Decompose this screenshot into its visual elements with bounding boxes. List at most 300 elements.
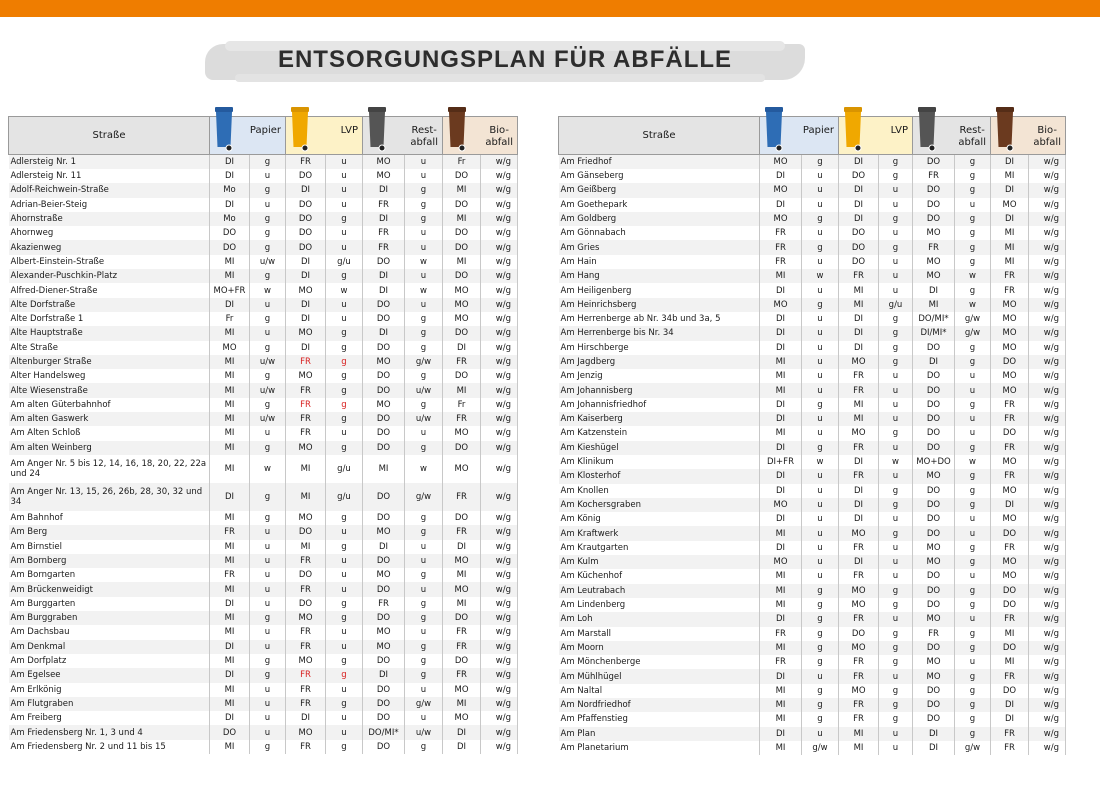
schedule-cell: DO (443, 240, 481, 254)
street-name-cell: Am Kaiserberg (559, 412, 760, 426)
schedule-cell: u/w (405, 412, 443, 426)
street-name-cell: Am Herrenberge ab Nr. 34b und 3a, 5 (559, 312, 760, 326)
street-name-cell: Am Mönchenberge (559, 655, 760, 669)
schedule-cell: DI (286, 183, 326, 197)
schedule-cell: g (326, 398, 363, 412)
schedule-cell: DO (363, 582, 405, 596)
street-name-cell: Am Klinikum (559, 455, 760, 469)
schedule-cell: w/g (1029, 255, 1066, 269)
table-row (9, 540, 518, 554)
schedule-cell: g (802, 612, 839, 626)
schedule-cell: w/g (1029, 369, 1066, 383)
schedule-cell: u (405, 540, 443, 554)
schedule-cell: g (879, 484, 913, 498)
street-name-cell: Am Bornberg (9, 554, 210, 568)
schedule-cell: MI (991, 627, 1029, 641)
table-row (559, 727, 1066, 741)
schedule-cell: u (405, 426, 443, 440)
schedule-cell: DI/MI* (913, 326, 955, 340)
schedule-cell: Mo (210, 212, 250, 226)
schedule-cell: MI (210, 455, 250, 483)
street-name-cell: Am Egelsee (9, 668, 210, 682)
schedule-cell: MI (839, 741, 879, 755)
schedule-cell: MI (760, 426, 802, 440)
street-name-cell: Am Gänseberg (559, 169, 760, 183)
schedule-cell: w (405, 283, 443, 297)
schedule-cell: MI (443, 568, 481, 582)
schedule-cell: DI (760, 512, 802, 526)
schedule-cell: MO (443, 298, 481, 312)
street-name-cell: Alfred-Diener-Straße (9, 283, 210, 297)
schedule-cell: w/g (1029, 198, 1066, 212)
schedule-cell: MO (839, 598, 879, 612)
schedule-cell: w/g (481, 554, 518, 568)
schedule-cell: DI (839, 212, 879, 226)
street-name-cell: Alte Dorfstraße 1 (9, 312, 210, 326)
schedule-cell: MI (991, 226, 1029, 240)
table-row (559, 212, 1066, 226)
schedule-cell: DI (210, 597, 250, 611)
schedule-cell: DO (443, 326, 481, 340)
street-name-cell: Adlersteig Nr. 1 (9, 155, 210, 170)
schedule-cell: w/g (481, 355, 518, 369)
schedule-cell: u (326, 525, 363, 539)
schedule-cell: FR (286, 668, 326, 682)
grey-bin-icon (917, 105, 937, 153)
table-row (559, 741, 1066, 755)
schedule-cell: MI (760, 712, 802, 726)
table-row (9, 198, 518, 212)
schedule-cell: MI (286, 540, 326, 554)
schedule-cell: FR (913, 240, 955, 254)
schedule-cell: FR (839, 369, 879, 383)
schedule-cell: DI (991, 212, 1029, 226)
table-row (9, 183, 518, 197)
schedule-cell: g (955, 155, 991, 170)
schedule-cell: u (405, 554, 443, 568)
schedule-cell: FR (991, 612, 1029, 626)
schedule-cell: g (326, 383, 363, 397)
schedule-cell: DO (913, 212, 955, 226)
column-header-street: Straße (9, 117, 210, 155)
schedule-cell: w/g (481, 441, 518, 455)
schedule-cell: w/g (1029, 355, 1066, 369)
schedule-cell: w/g (1029, 612, 1066, 626)
schedule-cell: g (405, 398, 443, 412)
schedule-cell: u (802, 526, 839, 540)
schedule-cell: g (326, 597, 363, 611)
schedule-cell: DI (210, 298, 250, 312)
schedule-cell: g (250, 212, 286, 226)
schedule-cell: DI (760, 727, 802, 741)
schedule-cell: MO (363, 625, 405, 639)
schedule-cell: u (955, 412, 991, 426)
street-name-cell: Am Marstall (559, 627, 760, 641)
schedule-cell: u (326, 312, 363, 326)
schedule-cell: g (955, 541, 991, 555)
schedule-cell: DI (286, 255, 326, 269)
schedule-cell: g (955, 212, 991, 226)
schedule-cell: DI (760, 398, 802, 412)
schedule-cell: MO (991, 569, 1029, 583)
schedule-cell: u (802, 369, 839, 383)
street-name-cell: Am Gönnabach (559, 226, 760, 240)
table-row (559, 255, 1066, 269)
street-name-cell: Am Denkmal (9, 640, 210, 654)
schedule-cell: MO (991, 484, 1029, 498)
schedule-cell: DI (913, 283, 955, 297)
schedule-cell: DO (443, 198, 481, 212)
schedule-cell: w/g (481, 455, 518, 483)
schedule-cell: u (879, 383, 913, 397)
schedule-cell: u (802, 484, 839, 498)
street-name-cell: Am Borngarten (9, 568, 210, 582)
schedule-cell: DO (363, 683, 405, 697)
schedule-cell: DO (913, 598, 955, 612)
street-name-cell: Am Leutrabach (559, 584, 760, 598)
schedule-cell: FR (991, 741, 1029, 755)
schedule-cell: g (955, 641, 991, 655)
schedule-cell: MO (991, 298, 1029, 312)
schedule-cell: FR (286, 412, 326, 426)
schedule-cell: w/g (481, 683, 518, 697)
schedule-cell: w/g (1029, 512, 1066, 526)
schedule-cell: u (802, 426, 839, 440)
schedule-cell: u/w (250, 255, 286, 269)
schedule-cell: FR (286, 426, 326, 440)
schedule-cell: DO (363, 312, 405, 326)
schedule-cell: u (802, 312, 839, 326)
schedule-cell: w/g (1029, 455, 1066, 469)
schedule-cell: MO (913, 612, 955, 626)
schedule-cell: g (250, 511, 286, 525)
schedule-cell: MO+DO (913, 455, 955, 469)
schedule-cell: MI (991, 240, 1029, 254)
schedule-cell: DI (760, 469, 802, 483)
column-header-street: Straße (559, 117, 760, 155)
table-row (559, 269, 1066, 283)
schedule-cell: w/g (1029, 727, 1066, 741)
schedule-cell: MI (839, 727, 879, 741)
schedule-cell: MO (286, 511, 326, 525)
schedule-cell: g/w (405, 697, 443, 711)
table-row (9, 398, 518, 412)
schedule-cell: FR (839, 469, 879, 483)
schedule-cell: DI (286, 298, 326, 312)
schedule-cell: DO (286, 568, 326, 582)
schedule-cell: w (955, 455, 991, 469)
table-row (559, 598, 1066, 612)
schedule-cell: DI (839, 484, 879, 498)
schedule-cell: DO (363, 426, 405, 440)
schedule-cell: MI (363, 455, 405, 483)
schedule-cell: g (879, 684, 913, 698)
schedule-cell: u (802, 355, 839, 369)
schedule-cell: w/g (481, 597, 518, 611)
street-name-cell: Am Kulm (559, 555, 760, 569)
schedule-cell: DI (210, 169, 250, 183)
schedule-cell: MO (991, 312, 1029, 326)
schedule-cell: g (879, 655, 913, 669)
schedule-cell: g (250, 611, 286, 625)
schedule-cell: u (250, 582, 286, 596)
table-row (559, 226, 1066, 240)
schedule-cell: DO (363, 740, 405, 754)
schedule-cell: DO (913, 698, 955, 712)
schedule-cell: w/g (1029, 712, 1066, 726)
schedule-cell: DI (760, 326, 802, 340)
schedule-cell: FR (443, 668, 481, 682)
schedule-cell: w/g (481, 269, 518, 283)
street-name-cell: Am Anger Nr. 5 bis 12, 14, 16, 18, 20, 22, 22a und 24 (9, 455, 210, 483)
schedule-cell: g (879, 312, 913, 326)
schedule-cell: w (802, 455, 839, 469)
schedule-cell: w/g (1029, 669, 1066, 683)
schedule-cell: MI (839, 298, 879, 312)
schedule-cell: u (955, 569, 991, 583)
schedule-cell: g (405, 198, 443, 212)
schedule-cell: w/g (481, 341, 518, 355)
schedule-cell: MO (913, 469, 955, 483)
schedule-cell: DI (286, 341, 326, 355)
street-name-cell: Am Geißberg (559, 183, 760, 197)
schedule-cell: DO (363, 511, 405, 525)
schedule-cell: u (405, 269, 443, 283)
schedule-cell: DO (210, 725, 250, 739)
schedule-cell: g (955, 727, 991, 741)
street-name-cell: Am Flutgraben (9, 697, 210, 711)
schedule-cell: FR (443, 483, 481, 511)
table-row (559, 455, 1066, 469)
table-row (9, 355, 518, 369)
schedule-cell: g (326, 412, 363, 426)
schedule-cell: DO (363, 441, 405, 455)
table-row (9, 668, 518, 682)
schedule-cell: FR (991, 469, 1029, 483)
schedule-cell: w (326, 283, 363, 297)
table-row (559, 684, 1066, 698)
schedule-cell: w/g (1029, 341, 1066, 355)
schedule-cell: u (955, 512, 991, 526)
schedule-cell: DO (913, 383, 955, 397)
schedule-cell: u (802, 569, 839, 583)
schedule-cell: u (802, 412, 839, 426)
schedule-cell: MO (443, 312, 481, 326)
schedule-cell: g (405, 654, 443, 668)
schedule-cell: g (955, 255, 991, 269)
schedule-cell: w/g (1029, 326, 1066, 340)
street-name-cell: Am Goldberg (559, 212, 760, 226)
street-name-cell: Am Burggarten (9, 597, 210, 611)
table-row (559, 341, 1066, 355)
schedule-cell: DO (991, 684, 1029, 698)
schedule-cell: MO (913, 255, 955, 269)
schedule-cell: MO+FR (210, 283, 250, 297)
schedule-cell: FR (760, 240, 802, 254)
table-row (9, 597, 518, 611)
schedule-cell: g (879, 355, 913, 369)
schedule-cell: g (326, 654, 363, 668)
schedule-cell: FR (991, 669, 1029, 683)
schedule-cell: DO (913, 641, 955, 655)
schedule-cell: FR (760, 255, 802, 269)
schedule-cell: u (802, 198, 839, 212)
street-name-cell: Am alten Weinberg (9, 441, 210, 455)
column-header-restabfall: Rest- abfall (913, 117, 991, 155)
table-row (9, 483, 518, 511)
schedule-cell: MO (443, 711, 481, 725)
schedule-cell: g (250, 155, 286, 170)
table-row (559, 569, 1066, 583)
schedule-cell: DI (210, 198, 250, 212)
street-name-cell: Adolf-Reichwein-Straße (9, 183, 210, 197)
schedule-cell: w/g (1029, 741, 1066, 755)
schedule-cell: MI (760, 698, 802, 712)
schedule-cell: MO (991, 455, 1029, 469)
brush-stroke-bottom (235, 74, 765, 82)
schedule-cell: w (955, 269, 991, 283)
schedule-table-right (558, 116, 1066, 755)
schedule-cell: w/g (481, 711, 518, 725)
schedule-cell: g (879, 712, 913, 726)
schedule-cell: w/g (1029, 240, 1066, 254)
street-name-cell: Am Nordfriedhof (559, 698, 760, 712)
table-row (559, 240, 1066, 254)
schedule-cell: w/g (481, 398, 518, 412)
schedule-cell: u/w (250, 412, 286, 426)
schedule-cell: w/g (1029, 498, 1066, 512)
schedule-cell: w (955, 298, 991, 312)
schedule-cell: w/g (481, 697, 518, 711)
street-name-cell: Am Moorn (559, 641, 760, 655)
table-row (9, 683, 518, 697)
schedule-cell: u (326, 298, 363, 312)
schedule-cell: w (250, 455, 286, 483)
schedule-cell: DI (760, 412, 802, 426)
table-row (9, 212, 518, 226)
schedule-cell: MI (443, 212, 481, 226)
schedule-cell: w/g (1029, 627, 1066, 641)
schedule-cell: w/g (481, 525, 518, 539)
schedule-cell: DI (286, 312, 326, 326)
schedule-cell: DO (991, 426, 1029, 440)
schedule-cell: DI (286, 711, 326, 725)
schedule-cell: DI (760, 669, 802, 683)
schedule-cell: g (326, 212, 363, 226)
schedule-cell: g/u (326, 455, 363, 483)
yellow-bin-icon (843, 105, 863, 153)
schedule-cell: g (879, 584, 913, 598)
schedule-cell: MO (286, 611, 326, 625)
schedule-cell: DI (760, 283, 802, 297)
schedule-cell: DO (443, 511, 481, 525)
street-name-cell: Am Pfaffenstieg (559, 712, 760, 726)
schedule-cell: u (326, 240, 363, 254)
schedule-cell: MI (286, 455, 326, 483)
schedule-cell: MI (210, 554, 250, 568)
schedule-cell: g (802, 641, 839, 655)
table-row (559, 169, 1066, 183)
schedule-cell: DO (913, 426, 955, 440)
street-name-cell: Am Alten Schloß (9, 426, 210, 440)
street-name-cell: Akazienweg (9, 240, 210, 254)
schedule-cell: u (879, 512, 913, 526)
schedule-cell: FR (363, 240, 405, 254)
schedule-cell: DO (913, 341, 955, 355)
schedule-cell: u (326, 169, 363, 183)
schedule-cell: DO (913, 198, 955, 212)
schedule-cell: w/g (1029, 698, 1066, 712)
table-row (559, 298, 1066, 312)
schedule-cell: w/g (481, 312, 518, 326)
schedule-cell: DI (363, 212, 405, 226)
schedule-cell: w/g (1029, 283, 1066, 297)
street-name-cell: Am Loh (559, 612, 760, 626)
schedule-cell: u/w (250, 383, 286, 397)
schedule-cell: g (405, 668, 443, 682)
schedule-cell: u (250, 568, 286, 582)
schedule-cell: DI+FR (760, 455, 802, 469)
table-row (9, 255, 518, 269)
schedule-cell: g/u (326, 255, 363, 269)
schedule-cell: g (405, 183, 443, 197)
schedule-cell: u (879, 612, 913, 626)
schedule-cell: u (879, 255, 913, 269)
table-row (559, 183, 1066, 197)
schedule-cell: g (326, 369, 363, 383)
schedule-cell: DI (210, 483, 250, 511)
schedule-cell: FR (443, 412, 481, 426)
schedule-cell: u (879, 269, 913, 283)
schedule-cell: FR (286, 625, 326, 639)
street-name-cell: Am Brückenweidigt (9, 582, 210, 596)
schedule-cell: DI (443, 725, 481, 739)
street-name-cell: Am Mühlhügel (559, 669, 760, 683)
schedule-cell: g (250, 240, 286, 254)
schedule-cell: MI (210, 582, 250, 596)
table-row (559, 512, 1066, 526)
schedule-table-left (8, 116, 518, 754)
schedule-cell: u (405, 625, 443, 639)
schedule-cell: MI (839, 283, 879, 297)
schedule-cell: DO (913, 441, 955, 455)
schedule-cell: DO (363, 483, 405, 511)
schedule-cell: g (879, 169, 913, 183)
schedule-cell: u (879, 569, 913, 583)
street-name-cell: Altenburger Straße (9, 355, 210, 369)
schedule-cell: DO (286, 525, 326, 539)
table-row (9, 441, 518, 455)
column-header-restabfall: Rest- abfall (363, 117, 443, 155)
schedule-cell: g (879, 240, 913, 254)
street-name-cell: Am Jagdberg (559, 355, 760, 369)
schedule-cell: g (250, 226, 286, 240)
schedule-cell: DI (991, 712, 1029, 726)
street-name-cell: Alte Hauptstraße (9, 326, 210, 340)
schedule-cell: u (802, 469, 839, 483)
schedule-cell: g/w (955, 326, 991, 340)
street-name-cell: Alter Handelsweg (9, 369, 210, 383)
table-row (9, 625, 518, 639)
schedule-cell: FR (286, 383, 326, 397)
schedule-cell: MI (210, 255, 250, 269)
table-row (559, 441, 1066, 455)
schedule-cell: DI (760, 612, 802, 626)
schedule-cell: MI (991, 655, 1029, 669)
schedule-cell: DO (363, 412, 405, 426)
schedule-cell: DO (363, 298, 405, 312)
schedule-cell: DI (210, 711, 250, 725)
